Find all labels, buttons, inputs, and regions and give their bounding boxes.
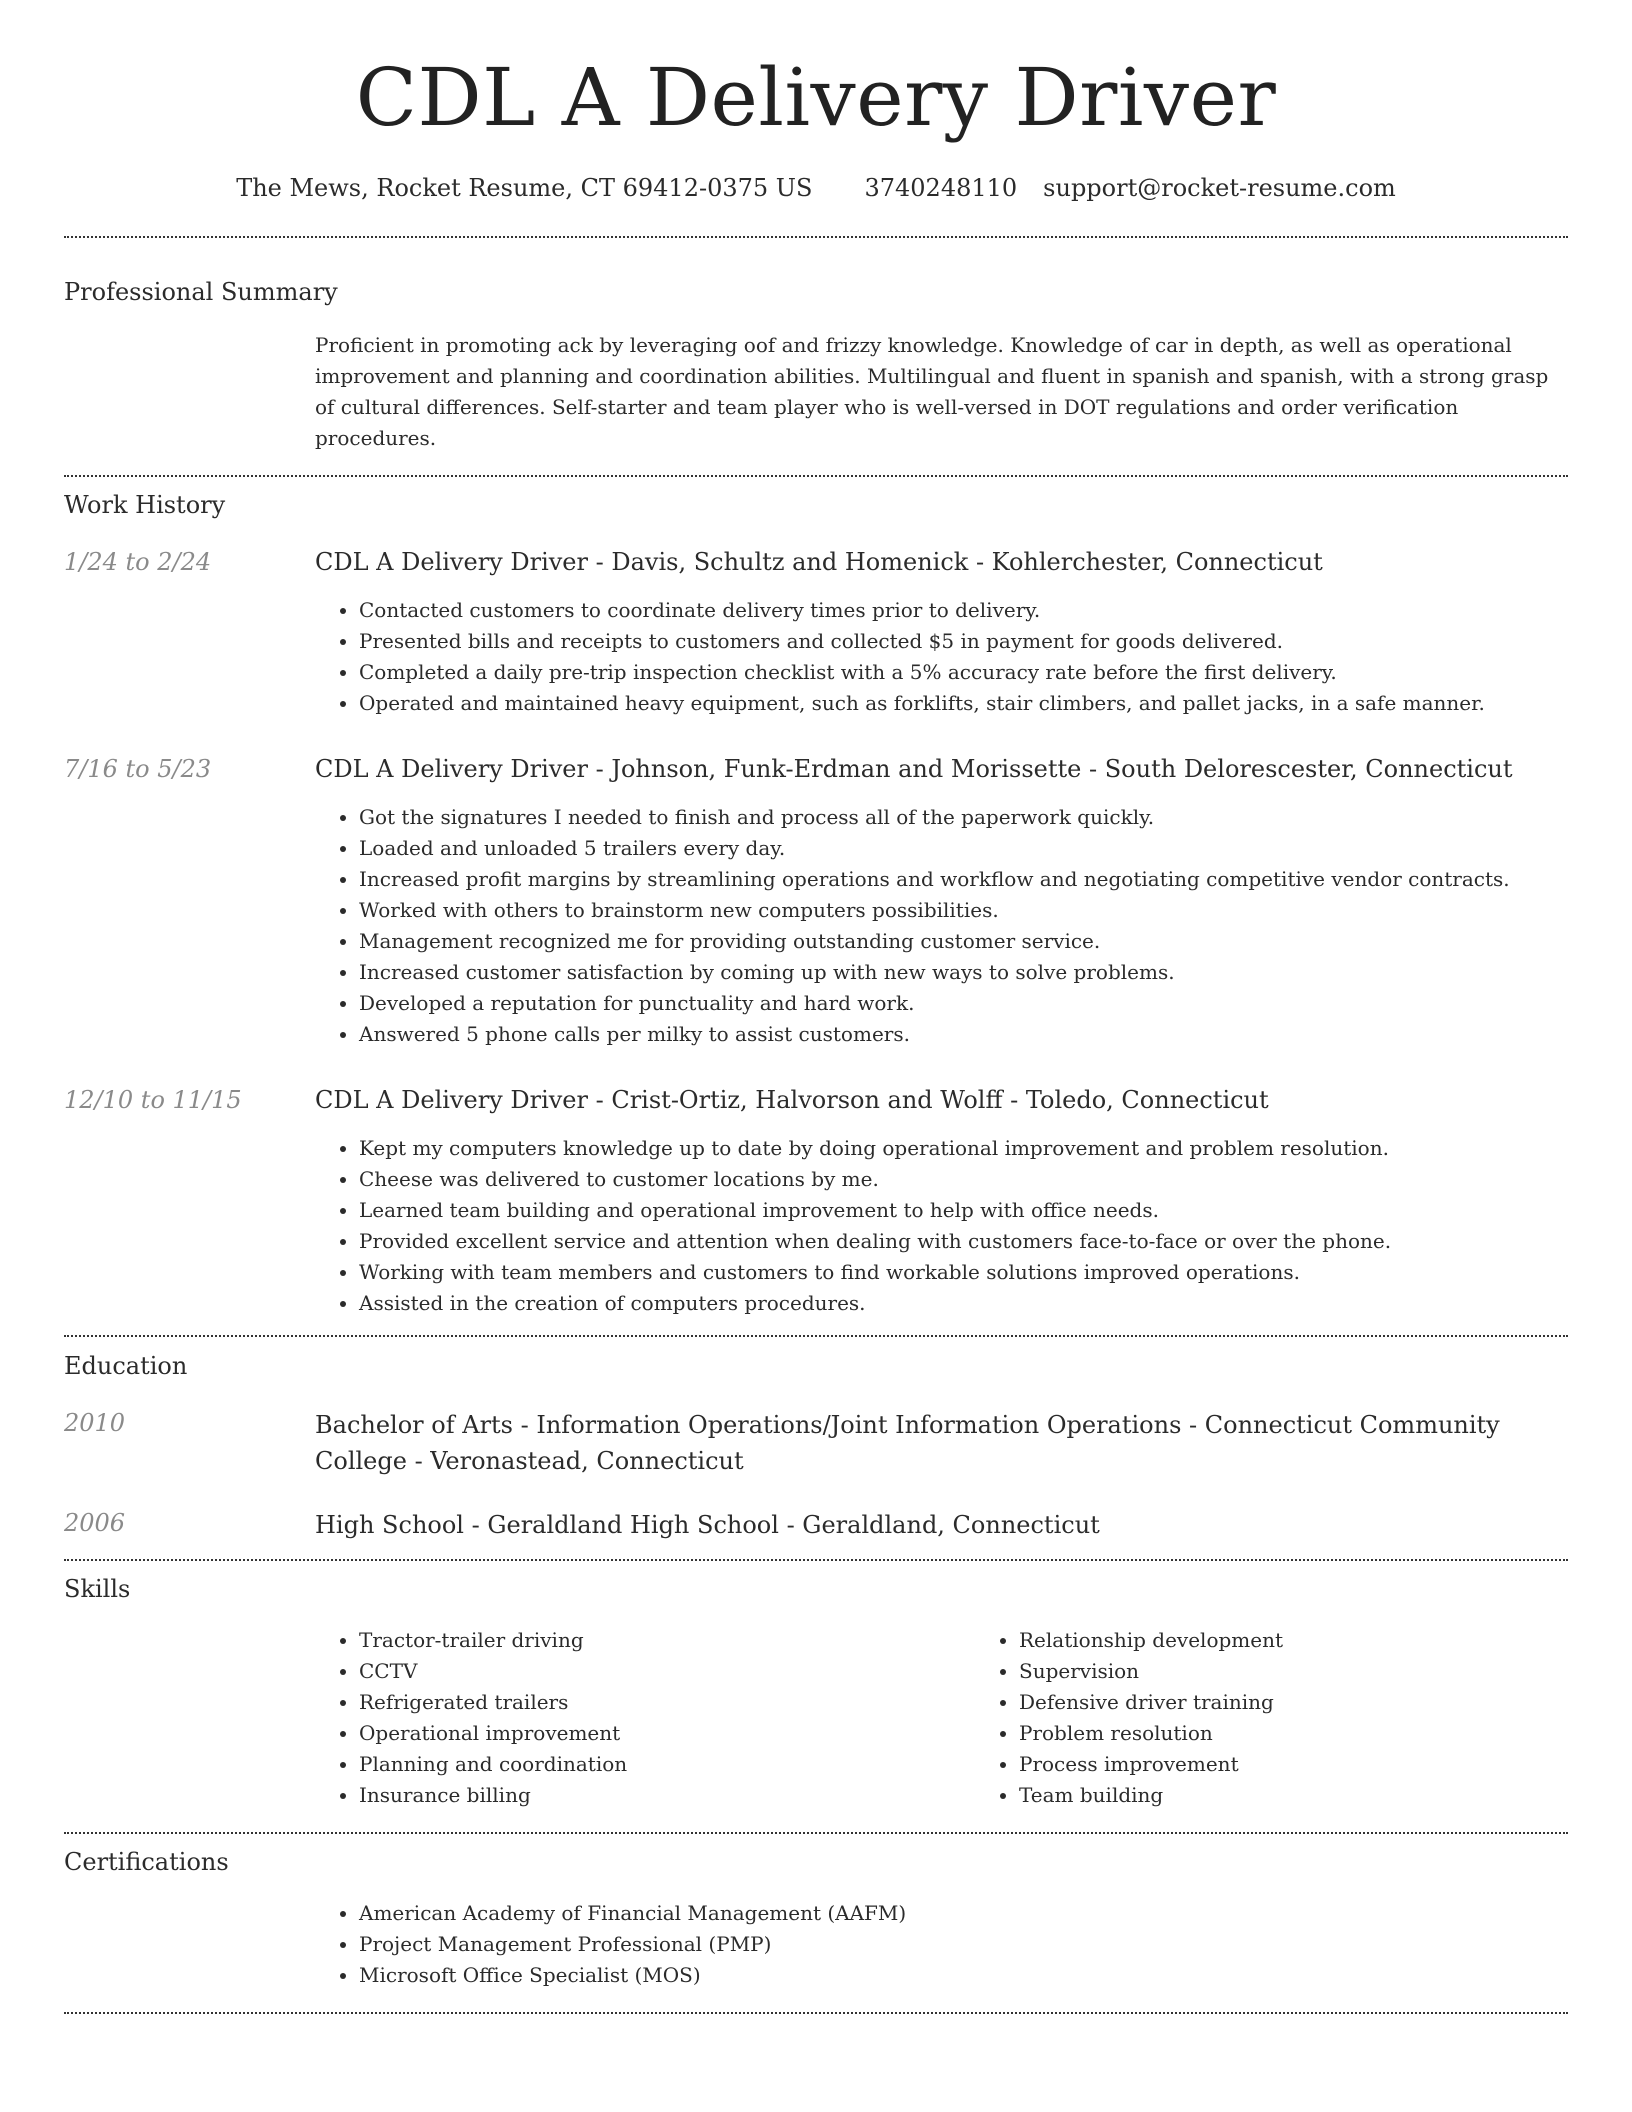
list-item: • Got the signatures I needed to finish and process all of the paperwork quickly. [359, 802, 1568, 833]
certification-item: • Microsoft Office Specialist (MOS) [359, 1960, 1568, 1991]
divider [64, 2012, 1568, 2014]
list-item: • Loaded and unloaded 5 trailers every day. [359, 833, 1568, 864]
skill-item: • Insurance billing [359, 1780, 975, 1811]
list-item: • Assisted in the creation of computers procedures. [359, 1288, 1568, 1319]
resume-page [64, 0, 1568, 2014]
job-heading: CDL A Delivery Driver - Davis, Schultz and Homenick - Kohlerchester, Connecticut [315, 548, 1323, 576]
divider [64, 1335, 1568, 1337]
job-dates: 12/10 to 11/15 [64, 1086, 242, 1114]
job-dates: 1/24 to 2/24 [64, 548, 212, 576]
section-title-certifications: Certifications [64, 1848, 229, 1876]
list-item: • Working with team members and customers to find workable solutions improved operations. [359, 1257, 1568, 1288]
skill-item: • Tractor-trailer driving [359, 1625, 975, 1656]
skill-item: • Defensive driver training [1019, 1687, 1632, 1718]
job-entry [64, 546, 1568, 719]
list-item: • Answered 5 phone calls per milky to assist customers. [359, 1019, 1568, 1050]
skill-item: • Operational improvement [359, 1718, 975, 1749]
skills-column-right [975, 1625, 1632, 1811]
skill-item: • CCTV [359, 1656, 975, 1687]
certification-item: • Project Management Professional (PMP) [359, 1929, 1568, 1960]
skills-list [315, 1625, 1632, 1811]
list-item: • Provided excellent service and attention when dealing with customers face-to-face or over the phone. [359, 1226, 1568, 1257]
certification-item: • American Academy of Financial Management (AAFM) [359, 1898, 1568, 1929]
list-item: • Worked with others to brainstorm new computers possibilities. [359, 895, 1568, 926]
skill-item: • Planning and coordination [359, 1749, 975, 1780]
divider [64, 1832, 1568, 1834]
job-bullets [315, 1133, 1568, 1319]
education-entry [64, 1507, 1568, 1543]
divider [64, 1559, 1568, 1561]
divider [64, 475, 1568, 477]
education-heading: Bachelor of Arts - Information Operations/Joint Information Operations - Connecticut Community College - Veronastead, Connecticut [315, 1411, 1500, 1475]
skill-item: • Supervision [1019, 1656, 1632, 1687]
summary-text: Proficient in promoting ack by leveraging oof and frizzy knowledge. Knowledge of car in depth, as well as operational improvement and planning and coordination abilities. Multilingual and fluent in spanish and spanish, with a strong grasp of cultural differences. Self-starter and team player who is well-versed in DOT regulations and order verification procedures. [315, 333, 1549, 450]
skill-item: • Team building [1019, 1780, 1632, 1811]
contact-address: The Mews, Rocket Resume, CT 69412-0375 US [236, 174, 813, 202]
divider [64, 236, 1568, 238]
education-year: 2010 [64, 1409, 126, 1437]
skills-column-left [315, 1625, 975, 1811]
section-title-summary: Professional Summary [64, 278, 338, 306]
list-item: • Completed a daily pre-trip inspection checklist with a 5% accuracy rate before the first delivery. [359, 657, 1568, 688]
section-title-skills: Skills [64, 1575, 131, 1603]
list-item: • Management recognized me for providing outstanding customer service. [359, 926, 1568, 957]
job-heading: CDL A Delivery Driver - Crist-Ortiz, Halvorson and Wolff - Toledo, Connecticut [315, 1086, 1269, 1114]
list-item: • Developed a reputation for punctuality and hard work. [359, 988, 1568, 1019]
list-item: • Cheese was delivered to customer locations by me. [359, 1164, 1568, 1195]
education-entry [64, 1407, 1568, 1479]
contact-email: support@rocket-resume.com [1043, 174, 1396, 202]
education-year: 2006 [64, 1509, 126, 1537]
list-item: • Learned team building and operational improvement to help with office needs. [359, 1195, 1568, 1226]
list-item: • Operated and maintained heavy equipment, such as forklifts, stair climbers, and pallet jacks, in a safe manner. [359, 688, 1568, 719]
section-title-work-history: Work History [64, 491, 226, 519]
job-entry [64, 1084, 1568, 1319]
candidate-name: CDL A Delivery Driver [355, 51, 1277, 144]
job-dates: 7/16 to 5/23 [64, 755, 212, 783]
skill-item: • Relationship development [1019, 1625, 1632, 1656]
list-item: • Increased customer satisfaction by coming up with new ways to solve problems. [359, 957, 1568, 988]
skill-item: • Problem resolution [1019, 1718, 1632, 1749]
education-heading: High School - Geraldland High School - Geraldland, Connecticut [315, 1511, 1100, 1539]
skill-item: • Refrigerated trailers [359, 1687, 975, 1718]
list-item: • Kept my computers knowledge up to date by doing operational improvement and problem resolution. [359, 1133, 1568, 1164]
list-item: • Increased profit margins by streamlining operations and workflow and negotiating competitive vendor contracts. [359, 864, 1568, 895]
job-bullets [315, 595, 1568, 719]
job-bullets [315, 802, 1568, 1050]
contact-line [64, 172, 1568, 204]
job-entry [64, 753, 1568, 1050]
job-heading: CDL A Delivery Driver - Johnson, Funk-Erdman and Morissette - South Delorescester, Connecticut [315, 755, 1513, 783]
list-item: • Contacted customers to coordinate delivery times prior to delivery. [359, 595, 1568, 626]
list-item: • Presented bills and receipts to customers and collected $5 in payment for goods delivered. [359, 626, 1568, 657]
skill-item: • Process improvement [1019, 1749, 1632, 1780]
section-title-education: Education [64, 1352, 188, 1380]
contact-phone: 3740248110 [864, 174, 1018, 202]
certifications-list [315, 1898, 1568, 1991]
